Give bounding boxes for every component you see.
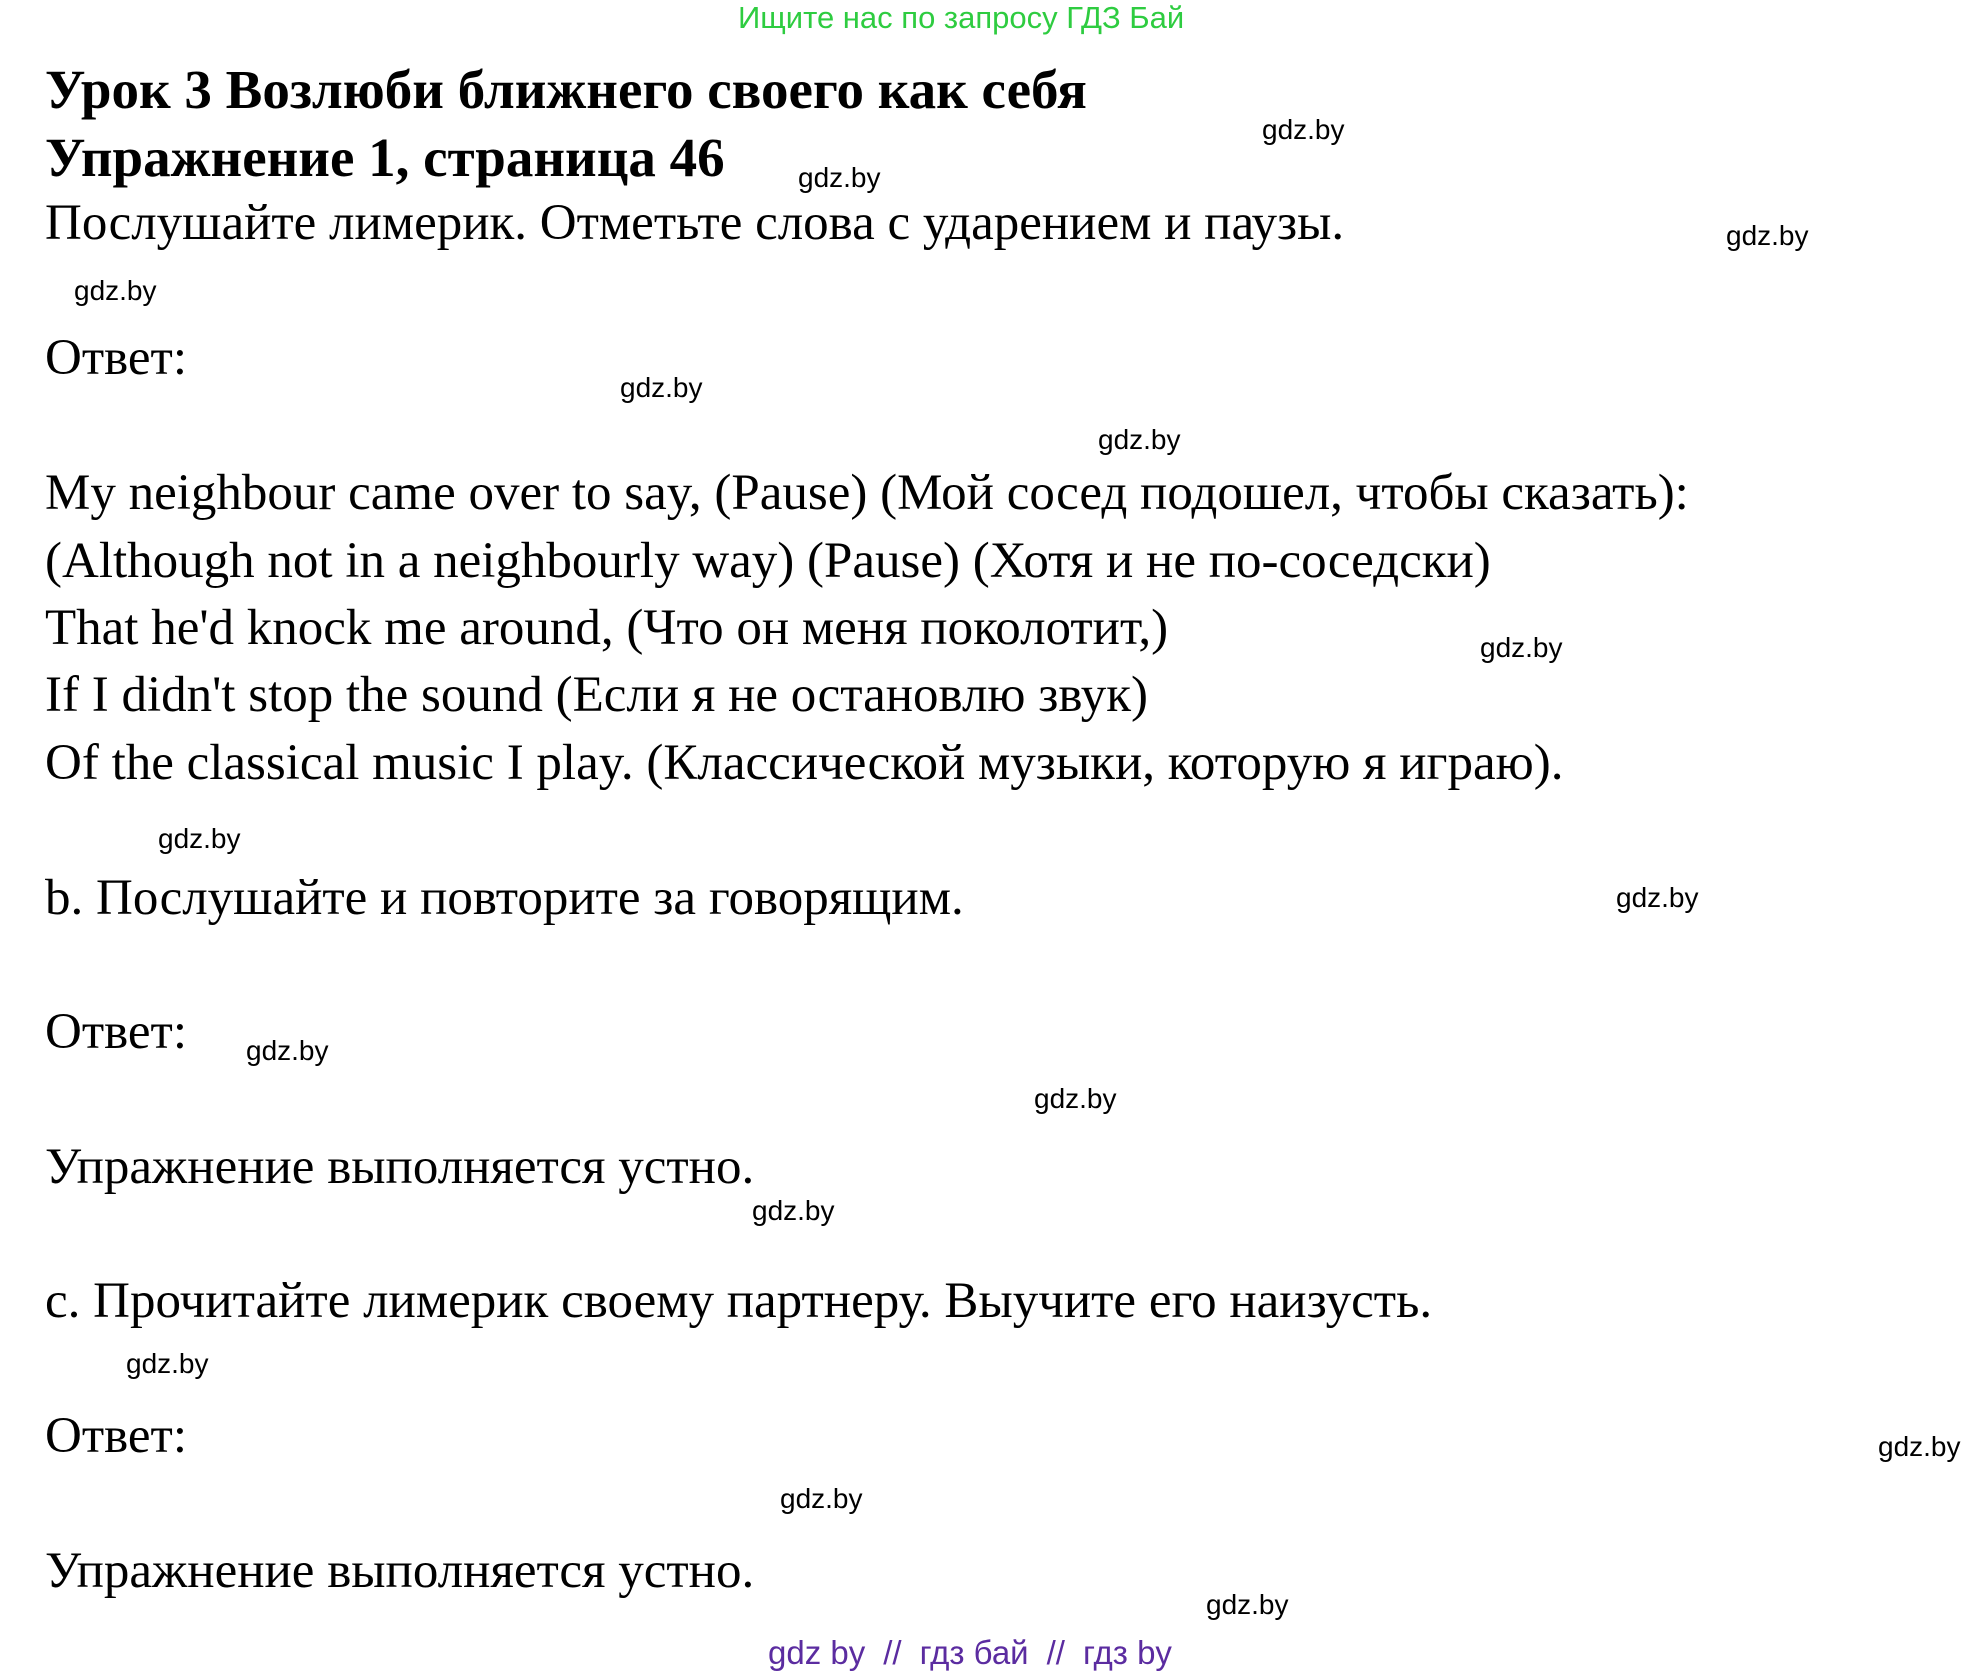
watermark: gdz.by xyxy=(126,1348,209,1379)
watermark: gdz.by xyxy=(158,823,241,854)
footer-links xyxy=(768,1634,1172,1672)
oral-note: Упражнение выполняется устно. xyxy=(45,1543,755,1599)
watermark: gdz.by xyxy=(1206,1589,1289,1620)
footer-link-gdz-by[interactable]: gdz by xyxy=(768,1634,866,1671)
watermark: gdz.by xyxy=(74,275,157,306)
answer-label: Ответ: xyxy=(45,330,187,386)
watermark: gdz.by xyxy=(752,1195,835,1226)
poem-line: My neighbour came over to say, (Pause) (Мой сосед подошел, чтобы сказать): xyxy=(45,465,1689,521)
lesson-title: Урок 3 Возлюби ближнего своего как себя xyxy=(45,59,1087,120)
watermark: gdz.by xyxy=(798,162,881,193)
footer-separator: // xyxy=(883,1634,902,1671)
footer-separator: // xyxy=(1046,1634,1065,1671)
watermark: gdz.by xyxy=(246,1035,329,1066)
poem-line: If I didn't stop the sound (Если я не остановлю звук) xyxy=(45,667,1148,723)
watermark: gdz.by xyxy=(1034,1083,1117,1114)
watermark: gdz.by xyxy=(1726,220,1809,251)
poem-line: Of the classical music I play. (Классической музыки, которую я играю). xyxy=(45,735,1564,791)
task-b-text: b. Послушайте и повторите за говорящим. xyxy=(45,870,964,926)
exercise-title: Упражнение 1, страница 46 xyxy=(45,127,725,188)
poem-line: That he'd knock me around, (Что он меня поколотит,) xyxy=(45,600,1169,656)
watermark: gdz.by xyxy=(1262,114,1345,145)
poem-line: (Although not in a neighbourly way) (Pause) (Хотя и не по-соседски) xyxy=(45,533,1491,589)
task-a-text: Послушайте лимерик. Отметьте слова с ударением и паузы. xyxy=(45,195,1345,251)
search-banner: Ищите нас по запросу ГДЗ Бай xyxy=(738,0,1185,35)
answer-label: Ответ: xyxy=(45,1004,187,1060)
footer-link-gdz-by-cyr[interactable]: гдз by xyxy=(1082,1634,1172,1671)
watermark: gdz.by xyxy=(780,1483,863,1514)
oral-note: Упражнение выполняется устно. xyxy=(45,1139,755,1195)
footer-link-gdz-bai[interactable]: гдз бай xyxy=(919,1634,1029,1671)
watermark: gdz.by xyxy=(1616,882,1699,913)
watermark: gdz.by xyxy=(1878,1431,1961,1462)
watermark: gdz.by xyxy=(1098,424,1181,455)
task-c-text: c. Прочитайте лимерик своему партнеру. Выучите его наизусть. xyxy=(45,1273,1433,1329)
watermark: gdz.by xyxy=(620,372,703,403)
watermark: gdz.by xyxy=(1480,632,1563,663)
answer-label: Ответ: xyxy=(45,1408,187,1464)
